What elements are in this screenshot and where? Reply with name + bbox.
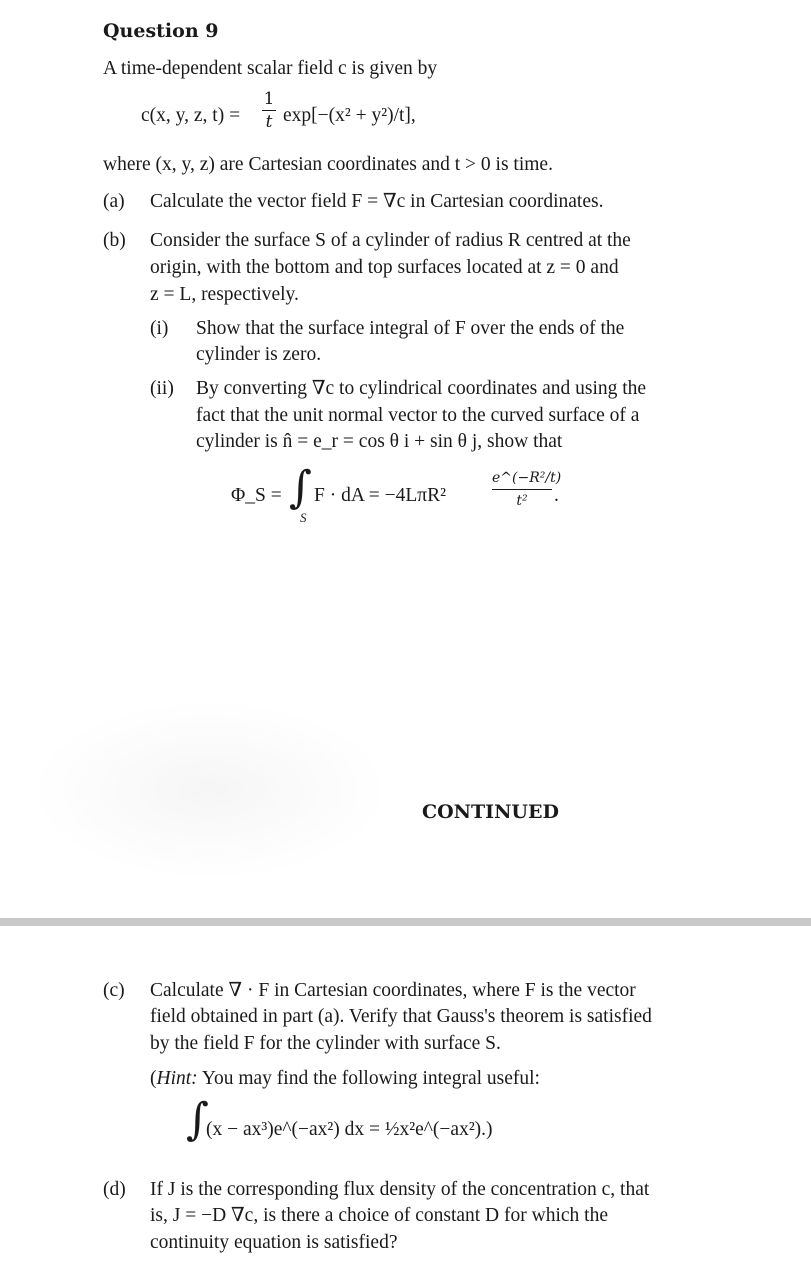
integral-sign: ∫ — [289, 462, 312, 513]
integral-subscript: S — [300, 510, 307, 525]
part-d-line: If J is the corresponding flux density of the concentration c, that — [150, 1179, 650, 1200]
hint-line: (Hint: You may find the following integral useful: — [150, 1068, 540, 1089]
part-b-i-line: cylinder is zero. — [196, 344, 322, 365]
part-b-ii-line: By converting ∇c to cylindrical coordinates and using the — [196, 378, 647, 399]
question-title: Question 9 — [103, 20, 219, 42]
part-c-label: (c) — [103, 980, 125, 1001]
flux-fraction-bar — [492, 489, 552, 490]
question-intro: A time-dependent scalar field c is given by — [103, 58, 438, 79]
part-b-line: origin, with the bottom and top surfaces located at z = 0 and — [150, 257, 619, 278]
part-a-label: (a) — [103, 191, 125, 212]
flux-fraction-denominator: t² — [516, 493, 528, 509]
hint-integral-sign: ∫ — [186, 1094, 209, 1145]
fraction-numerator: 1 — [263, 89, 275, 109]
part-b-ii-label: (ii) — [150, 378, 174, 399]
continued-label: CONTINUED — [422, 801, 559, 823]
part-d-line: is, J = −D ∇c, is there a choice of constant D for which the — [150, 1205, 608, 1226]
part-b-line: Consider the surface S of a cylinder of radius R centred at the — [150, 230, 631, 251]
hint-integral-body: (x − ax³)e^(−ax²) dx = ½x²e^(−ax²).) — [206, 1119, 493, 1140]
part-b-label: (b) — [103, 230, 126, 251]
flux-lhs: Φ_S = — [231, 485, 282, 506]
flux-end: . — [554, 485, 559, 506]
part-d-line: continuity equation is satisfied? — [150, 1232, 398, 1253]
flux-fraction-numerator: e^(−R²/t) — [492, 470, 562, 486]
equation-lhs: c(x, y, z, t) = — [141, 105, 241, 126]
part-b-i-line: Show that the surface integral of F over the ends of the — [196, 318, 625, 339]
page-divider — [0, 918, 811, 926]
scan-smudge — [30, 700, 390, 880]
part-b-line: z = L, respectively. — [150, 284, 299, 305]
flux-middle: F · dA = −4LπR² — [314, 485, 446, 506]
part-c-line: field obtained in part (a). Verify that Gauss's theorem is satisfied — [150, 1006, 652, 1027]
hint-label: Hint: — [156, 1068, 198, 1089]
where-line: where (x, y, z) are Cartesian coordinates and t > 0 is time. — [103, 154, 553, 175]
part-d-label: (d) — [103, 1179, 126, 1200]
part-c-line: Calculate ∇ · F in Cartesian coordinates, where F is the vector — [150, 980, 636, 1001]
hint-text: You may find the following integral useful: — [201, 1068, 540, 1089]
equation-rhs: exp[−(x² + y²)/t], — [283, 105, 416, 126]
part-b-ii-line: cylinder is n̂ = e_r = cos θ i + sin θ j, show that — [196, 431, 563, 452]
page-bottom — [0, 926, 811, 1266]
part-c-line: by the field F for the cylinder with surface S. — [150, 1033, 501, 1054]
fraction-denominator: t — [265, 112, 273, 132]
equation-fraction — [262, 89, 276, 132]
part-b-i-label: (i) — [150, 318, 169, 339]
part-b-ii-line: fact that the unit normal vector to the curved surface of a — [196, 405, 640, 426]
fraction-bar — [262, 110, 276, 111]
part-a-text: Calculate the vector field F = ∇c in Cartesian coordinates. — [150, 191, 604, 212]
flux-fraction — [492, 468, 562, 511]
